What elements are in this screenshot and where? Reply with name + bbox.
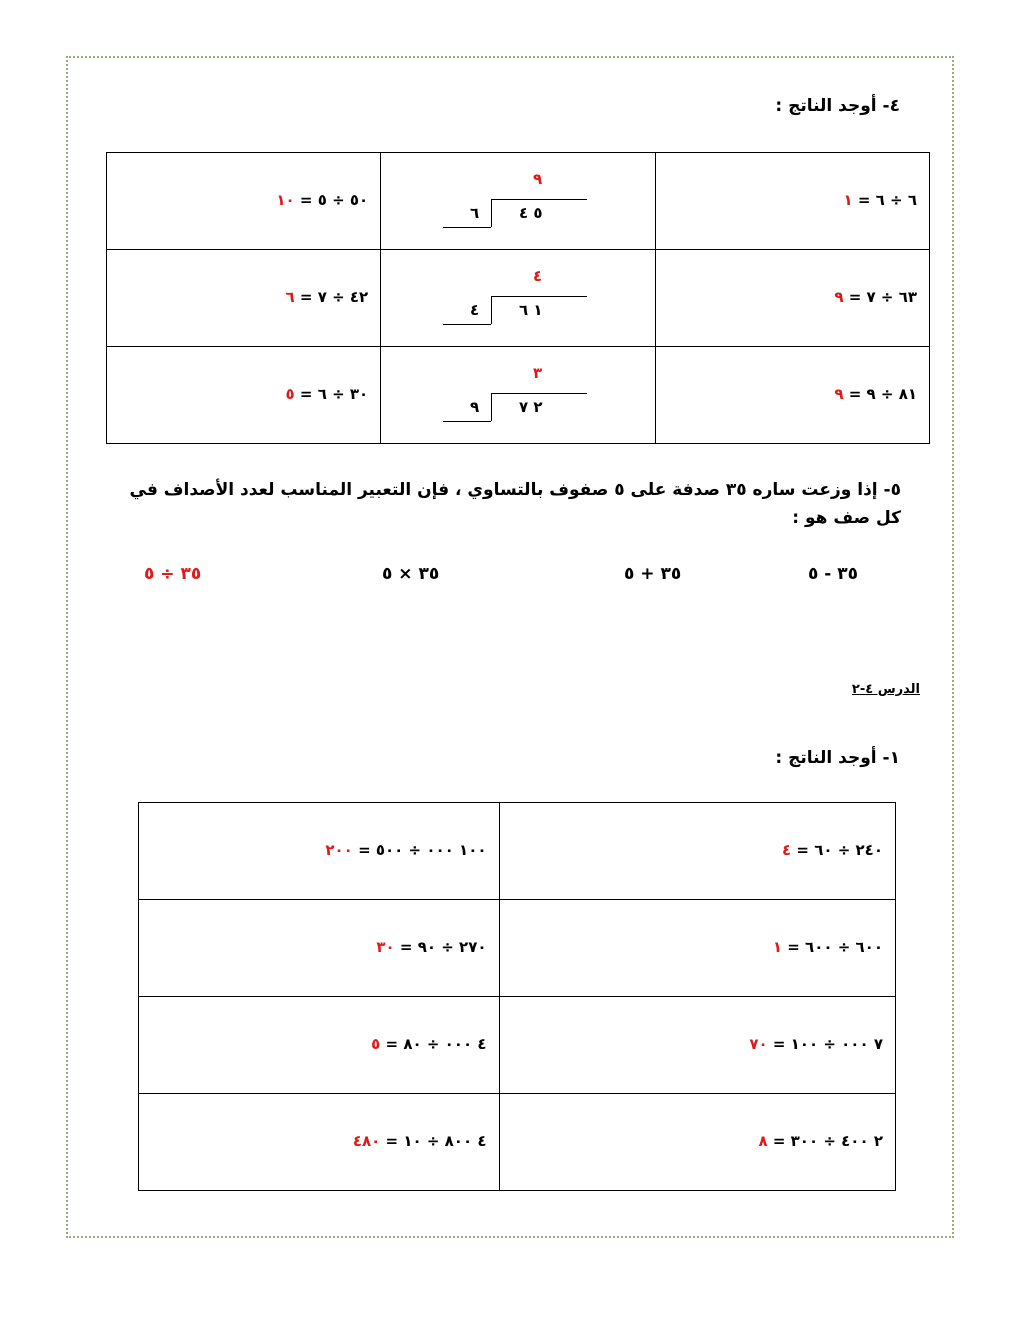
expression: ١٠٠ ٠٠٠ ÷ ٥٠٠ = [358,841,487,859]
answer: ١ [772,938,783,956]
q4-cell-right [655,250,929,347]
answer: ٣٠ [376,938,395,956]
q1-cell-right [499,997,895,1094]
table-row [107,347,930,444]
answer: ٥ [371,1035,381,1053]
answer: ٧٠ [749,1035,768,1053]
quotient: ٤ [532,267,543,285]
table-row [107,250,930,347]
answer: ٤ [782,841,792,859]
q1-heading: ١- أوجد الناتج : [775,748,900,768]
answer: ٥ [285,385,295,403]
dividend: ١ ٦ [518,301,543,319]
q1-cell-left [139,900,500,997]
expression: ٢٧٠ ÷ ٩٠ = [399,938,487,956]
table-row [139,997,896,1094]
answer: ١ [843,191,853,209]
answer: ١٠ [276,191,295,209]
expression: ٢ ٤٠٠ ÷ ٣٠٠ = [772,1132,883,1150]
divisor: ٤ [469,301,480,319]
expression: ٦ ÷ ٦ = [857,191,917,209]
q4-cell-right [655,153,929,250]
q5-option-c[interactable]: ٣٥ × ٥ [382,564,440,584]
expression: ٨١ ÷ ٩ = [848,385,917,403]
q5-option-a[interactable]: ٣٥ - ٥ [808,564,859,584]
q4-cell-left [107,347,381,444]
expression: ٤ ٠٠٠ ÷ ٨٠ = [385,1035,487,1053]
q5-question-text: ٥- إذا وزعت ساره ٣٥ صدفة على ٥ صفوف بالتساوي ، فإن التعبير المناسب لعدد الأصداف في كل صف هو : [129,480,901,528]
expression: ٥٠ ÷ ٥ = [299,191,369,209]
q4-cell-left [107,250,381,347]
q4-cell-long-division [381,153,656,250]
expression: ٤ ٨٠٠ ÷ ١٠ = [385,1132,487,1150]
quotient: ٩ [532,170,543,188]
q1-cell-right [499,900,895,997]
q1-cell-left [139,997,500,1094]
long-division [443,263,593,333]
q1-table [138,802,896,1191]
q4-cell-left [107,153,381,250]
expression: ٧ ٠٠٠ ÷ ١٠٠ = [772,1035,883,1053]
q4-table [106,152,930,444]
answer: ٦ [285,288,295,306]
table-row [139,1094,896,1191]
expression: ٢٤٠ ÷ ٦٠ = [796,841,883,859]
expression: ٤٢ ÷ ٧ = [299,288,369,306]
table-row [107,153,930,250]
q4-cell-long-division [381,250,656,347]
q4-heading: ٤- أوجد الناتج : [775,96,900,116]
answer: ٩ [834,288,844,306]
answer: ٩ [834,385,844,403]
q5-option-d-correct[interactable]: ٣٥ ÷ ٥ [144,564,202,584]
dividend: ٢ ٧ [518,398,543,416]
q1-cell-left [139,803,500,900]
divisor: ٦ [469,204,480,222]
expression: ٦٠٠ ÷ ٦٠٠ = [787,938,883,956]
long-division [443,360,593,430]
quotient: ٣ [532,364,543,382]
q1-cell-right [499,1094,895,1191]
lesson-label: الدرس ٤-٢ [851,682,920,697]
table-row [139,900,896,997]
expression: ٦٣ ÷ ٧ = [848,288,917,306]
dividend: ٥ ٤ [518,204,543,222]
table-row [139,803,896,900]
answer: ٤٨٠ [352,1132,381,1150]
q4-cell-long-division [381,347,656,444]
q4-cell-right [655,347,929,444]
answer: ٨ [758,1132,768,1150]
q1-cell-left [139,1094,500,1191]
expression: ٣٠ ÷ ٦ = [299,385,369,403]
divisor: ٩ [469,398,480,416]
q5-option-b[interactable]: ٣٥ + ٥ [624,564,682,584]
answer: ٢٠٠ [325,841,353,859]
long-division [443,166,593,236]
q1-cell-right [499,803,895,900]
